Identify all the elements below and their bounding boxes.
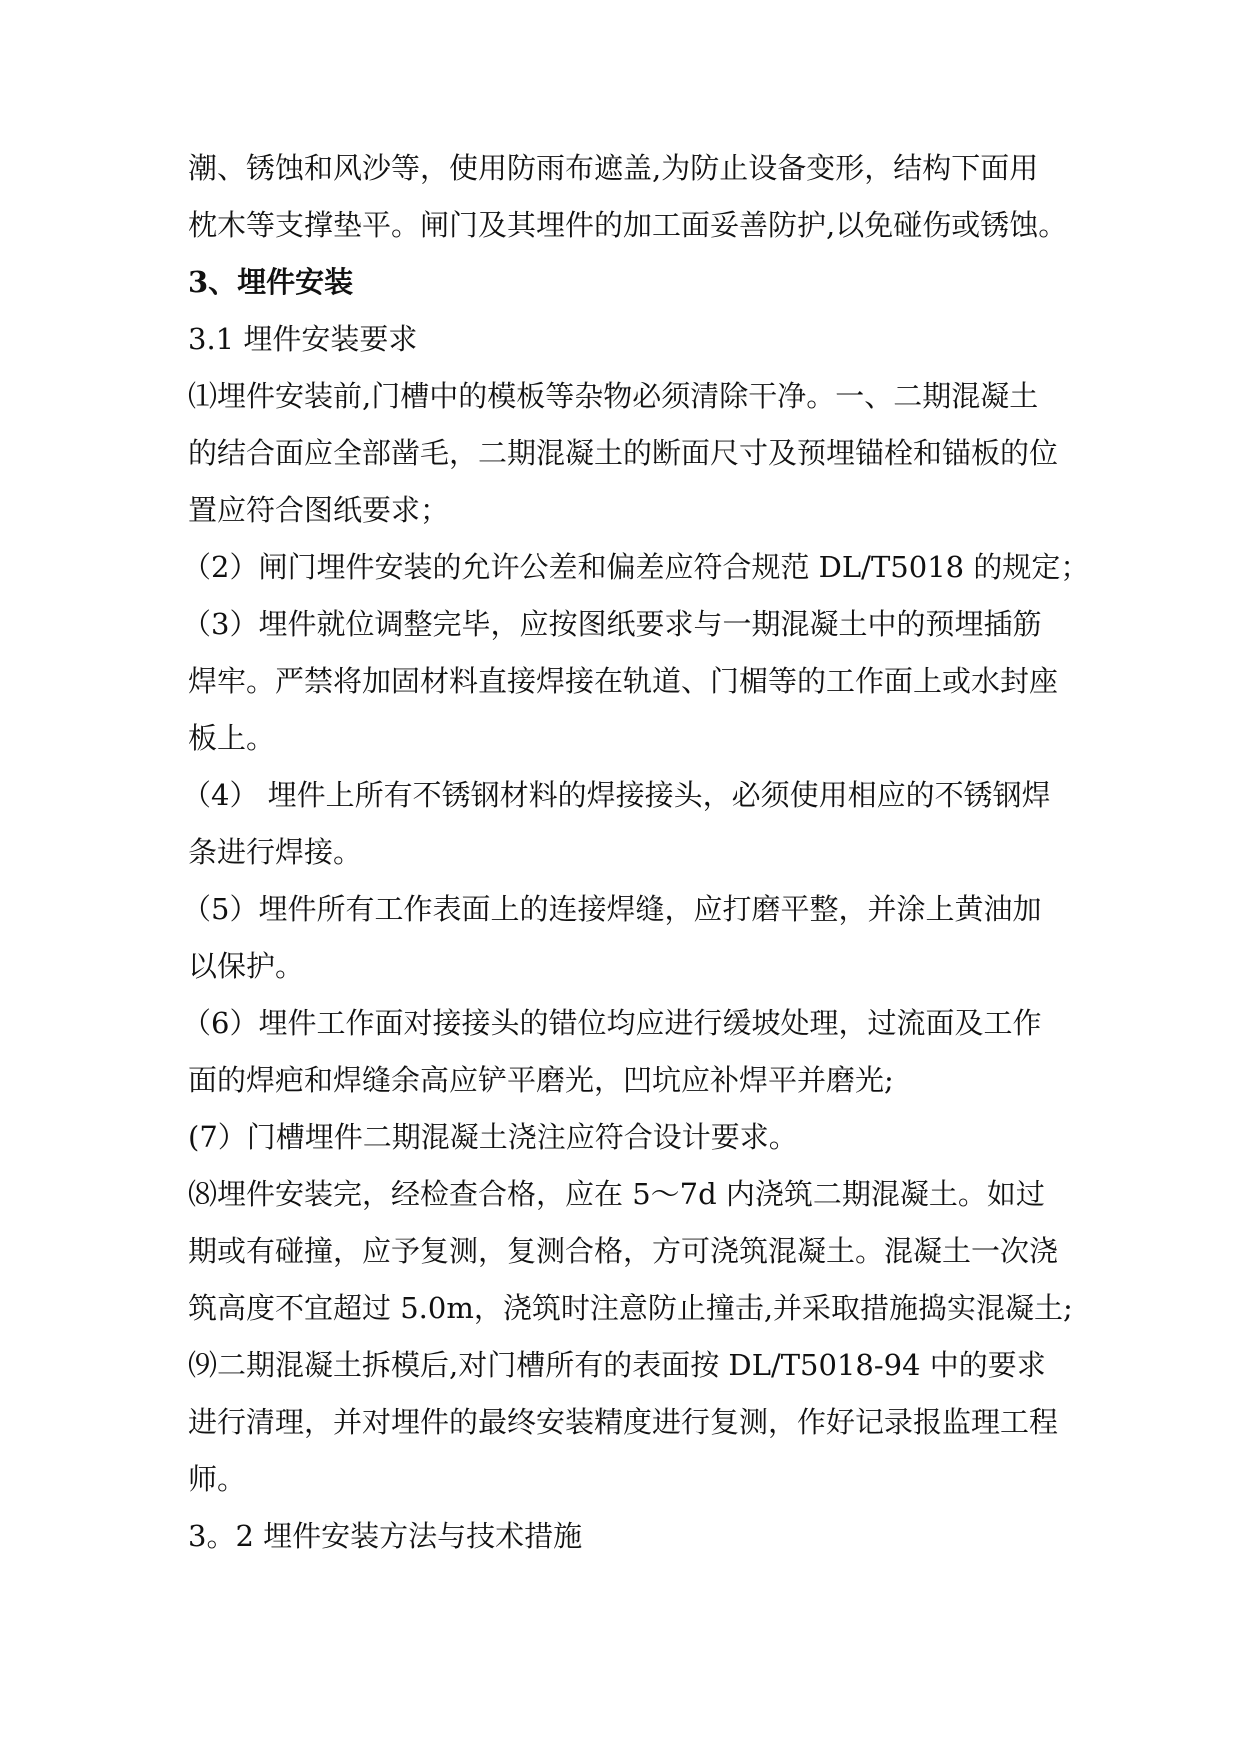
- body-text-line: 面的焊疤和焊缝余高应铲平磨光，凹坑应补焊平并磨光;: [188, 1063, 894, 1097]
- body-text-line: 板上。: [188, 721, 276, 755]
- body-text-line: （6）埋件工作面对接接头的错位均应进行缓坡处理，过流面及工作: [182, 1006, 1042, 1040]
- body-text-line: 进行清理，并对埋件的最终安装精度进行复测，作好记录报监理工程: [188, 1405, 1059, 1439]
- subsection-heading: 3。2 埋件安装方法与技术措施: [188, 1519, 583, 1553]
- body-text-line: ⑻埋件安装完，经检查合格，应在 5～7d 内浇筑二期混凝土。如过: [188, 1177, 1045, 1211]
- body-text-line: 筑高度不宜超过 5.0m，浇筑时注意防止撞击,并采取措施捣实混凝土;: [188, 1291, 1073, 1325]
- body-text-line: （5）埋件所有工作表面上的连接焊缝，应打磨平整，并涂上黄油加: [182, 892, 1042, 926]
- section-heading: 3、埋件安装: [188, 265, 354, 299]
- body-text-line: 潮、锈蚀和风沙等，使用防雨布遮盖,为防止设备变形，结构下面用: [188, 151, 1039, 185]
- body-text-line: 师。: [188, 1462, 247, 1496]
- body-text-line: (7）门槽埋件二期混凝土浇注应符合设计要求。: [188, 1120, 798, 1154]
- body-text-line: 条进行焊接。: [188, 835, 363, 869]
- body-text-line: 以保护。: [188, 949, 305, 983]
- body-text-line: ⑼二期混凝土拆模后,对门槽所有的表面按 DL/T5018-94 中的要求: [188, 1348, 1046, 1382]
- body-text-line: （3）埋件就位调整完毕，应按图纸要求与一期混凝土中的预埋插筋: [182, 607, 1042, 641]
- body-text-line: （2）闸门埋件安装的允许公差和偏差应符合规范 DL/T5018 的规定；: [182, 550, 1090, 584]
- body-text-line: 焊牢。严禁将加固材料直接焊接在轨道、门楣等的工作面上或水封座: [188, 664, 1059, 698]
- subsection-heading: 3.1 埋件安装要求: [188, 322, 418, 356]
- body-text-line: ⑴埋件安装前,门槽中的模板等杂物必须清除干净。一、二期混凝土: [188, 379, 1039, 413]
- body-text-line: （4） 埋件上所有不锈钢材料的焊接接头，必须使用相应的不锈钢焊: [182, 778, 1051, 812]
- body-text-line: 枕木等支撑垫平。闸门及其埋件的加工面妥善防护,以免碰伤或锈蚀。: [188, 208, 1068, 242]
- body-text-line: 置应符合图纸要求；: [188, 493, 450, 527]
- document-page: [182, 140, 1090, 1565]
- body-text-line: 的结合面应全部凿毛，二期混凝土的断面尺寸及预埋锚栓和锚板的位: [188, 436, 1059, 470]
- body-text-line: 期或有碰撞，应予复测，复测合格，方可浇筑混凝土。混凝土一次浇: [188, 1234, 1059, 1268]
